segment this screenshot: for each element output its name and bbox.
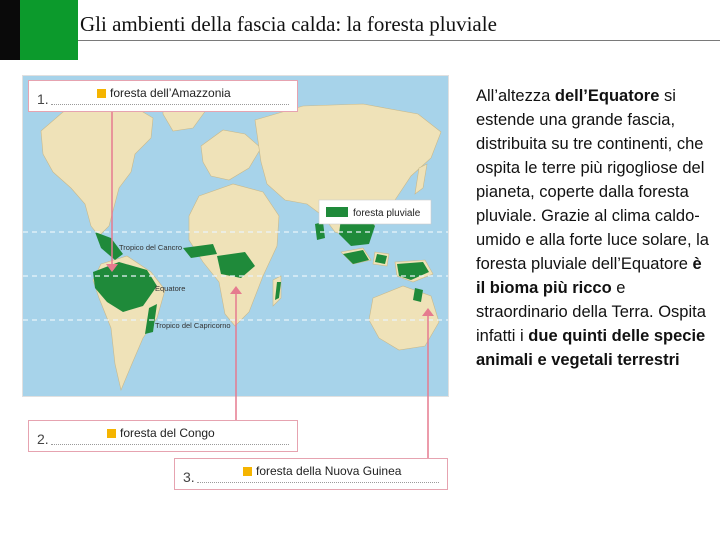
callout-dotted-line [51,444,289,445]
header-black-bar [0,0,20,60]
legend-swatch [326,207,348,217]
bullet-square-icon [243,467,252,476]
legend-label: foresta pluviale [353,208,421,219]
text-part: All’altezza [476,87,555,105]
header-green-block [20,0,78,60]
slide-title: Gli ambienti della fascia calda: la foresta pluviale [80,12,497,36]
callout-label: foresta dell’Amazzonia [110,86,231,100]
tropic-of-cancer-label: Tropico del Cancro [119,243,183,252]
callout-congo [28,420,298,452]
world-map-svg [23,76,448,396]
bullet-square-icon [97,89,106,98]
text-bold: dell’Equatore [554,87,660,105]
tropic-of-capricorn-label: Tropico del Capricorno [155,321,231,330]
callout-number: 2. [37,431,49,447]
text-part: e straordinario della Terra. Ospita infatti i [476,279,706,345]
callout-tag [243,464,401,478]
callout-dotted-line [51,104,289,105]
map-legend [319,200,431,224]
callout-number: 1. [37,91,49,107]
callout-dotted-line [197,482,439,483]
callout-number: 3. [183,469,195,485]
callout-tag [107,426,215,440]
world-map [22,75,449,397]
text-part: si estende una grande fascia, distribuita su tre continenti, che ospita le terre più rigogliose del pianeta, coperte dalla foresta pluviale. Grazie al clima caldo-umido e alla forte luce solare, la foresta pluviale dell’Equatore [476,87,709,273]
title-underline [78,40,720,41]
equator-label: Equatore [155,284,186,293]
callout-amazon [28,80,298,112]
callout-label: foresta della Nuova Guinea [256,464,402,478]
bullet-square-icon [107,429,116,438]
callout-new-guinea [174,458,448,490]
description-text [476,84,712,372]
callout-label: foresta del Congo [120,426,215,440]
callout-tag [97,86,231,100]
text-bold: è il bioma più ricco [476,255,702,297]
text-bold: due quinti delle specie animali e vegetali terrestri [476,327,706,369]
